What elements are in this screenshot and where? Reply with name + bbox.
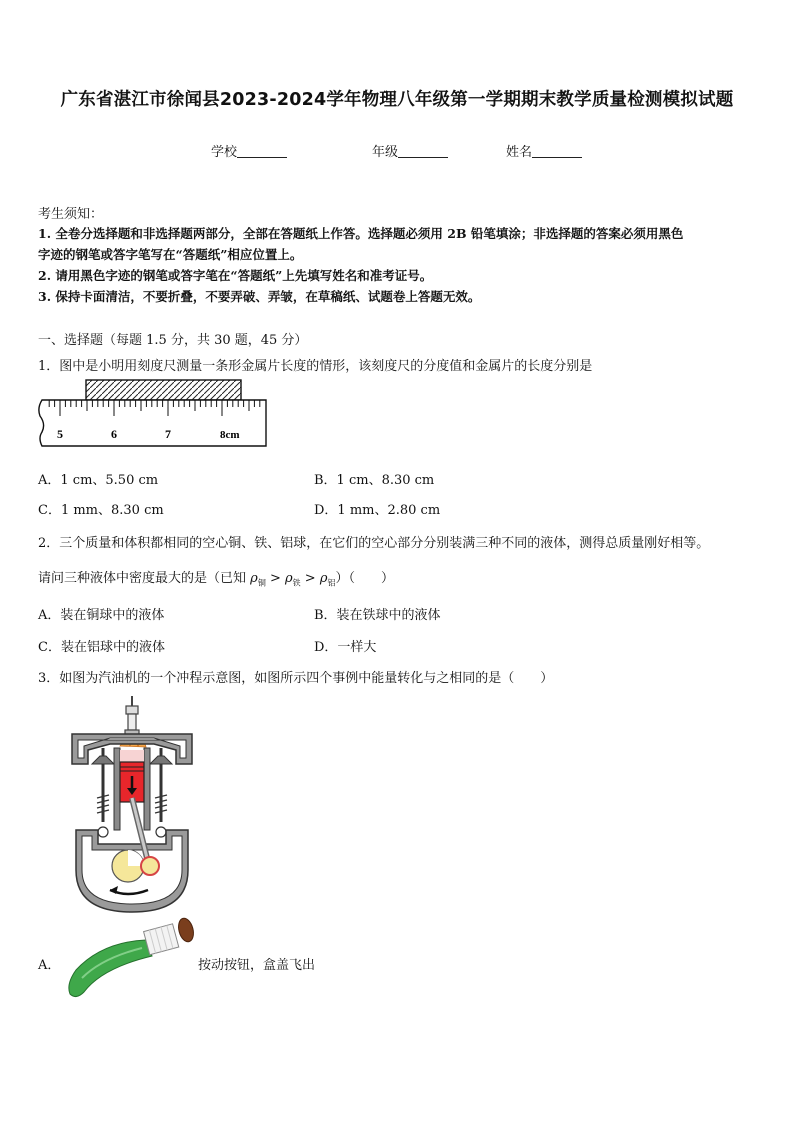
q3-option-a-text[interactable]: 按动按钮，盒盖飞出 xyxy=(198,958,316,973)
subscript-aluminum: 铝 xyxy=(327,578,336,588)
white-box xyxy=(144,924,179,955)
page-title: 广东省湛江市徐闻县2023-2024学年物理八年级第一学期期末教学质量检测模拟试题 xyxy=(60,90,734,110)
ruler-label-5: 5 xyxy=(57,427,63,441)
q2-option-a[interactable]: A．装在铜球中的液体 xyxy=(38,608,165,623)
q2-option-b[interactable]: B．装在铁球中的液体 xyxy=(314,608,441,623)
q2-option-d[interactable]: D．一样大 xyxy=(314,640,377,655)
metal-strip xyxy=(86,380,241,400)
box-lid xyxy=(176,917,196,944)
intake-valve xyxy=(92,748,114,837)
q1-option-d[interactable]: D．1 mm、2.80 cm xyxy=(314,503,441,518)
q1-option-a[interactable]: A．1 cm、5.50 cm xyxy=(38,473,159,488)
notice-item-3: 3. 保持卡面清洁，不要折叠，不要弄破、弄皱，在草稿纸、试题卷上答题无效。 xyxy=(38,289,481,304)
rho-symbol: ρ xyxy=(285,571,293,586)
name-blank[interactable] xyxy=(532,145,582,158)
notice-item-1-cont: 字迹的钢笔或答字笔写在“答题纸”相应位置上。 xyxy=(38,247,303,262)
grade-blank[interactable] xyxy=(398,145,448,158)
question-2-stem-2: 请问三种液体中密度最大的是（已知 $\rho_铜 > \rho_铁 > \rho_铝$）（ ） xyxy=(38,571,395,588)
rho-symbol: ρ xyxy=(250,571,258,586)
name-label: 姓名 xyxy=(506,145,533,160)
greater-than-sign: > xyxy=(269,571,281,586)
name-field xyxy=(506,141,582,160)
school-label: 学校 xyxy=(211,145,238,160)
school-blank[interactable] xyxy=(237,145,287,158)
ruler-label-6: 6 xyxy=(111,427,117,441)
q3-option-a-label[interactable]: A． xyxy=(38,958,61,973)
q1-option-b[interactable]: B．1 cm、8.30 cm xyxy=(314,473,435,488)
ruler-label-7: 7 xyxy=(165,427,171,441)
notice-item-1: 1. 全卷分选择题和非选择题两部分，全部在答题纸上作答。选择题必须用 2B 铅笔填涂；非选择题的答案必须用黑色 xyxy=(38,226,684,241)
spark-plug-icon xyxy=(125,696,139,736)
exhaust-valve xyxy=(150,748,172,837)
school-field xyxy=(211,141,287,160)
rho-symbol: ρ xyxy=(319,571,328,586)
grade-field xyxy=(372,141,448,160)
piston xyxy=(120,762,144,802)
subscript-copper: 铜 xyxy=(257,578,266,588)
question-1-stem: 1．图中是小明用刻度尺测量一条形金属片长度的情形，该刻度尺的分度值和金属片的长度分别是 xyxy=(38,359,593,374)
ruler-label-8cm: 8cm xyxy=(220,429,240,441)
ruler-figure xyxy=(36,376,270,448)
q1-option-c[interactable]: C．1 mm、8.30 cm xyxy=(38,503,164,518)
notice-heading: 考生须知： xyxy=(38,207,104,222)
question-2-stem: 2．三个质量和体积都相同的空心铜、铁、铝球，在它们的空心部分分别装满三种不同的液体，测得总质量刚好相等。 xyxy=(38,536,710,551)
notice-item-2: 2. 请用黑色字迹的钢笔或答字笔在“答题纸”上先填写姓名和准考证号。 xyxy=(38,268,433,283)
q2-option-c[interactable]: C．装在铝球中的液体 xyxy=(38,640,165,655)
subscript-iron: 铁 xyxy=(292,578,301,588)
section-heading: 一、选择题（每题 1.5 分，共 30 题，45 分） xyxy=(38,333,308,348)
question-3-stem: 3．如图为汽油机的一个冲程示意图，如图所示四个事例中能量转化与之相同的是（ ） xyxy=(38,671,554,686)
greater-than-sign: > xyxy=(304,571,316,586)
engine-stroke-diagram xyxy=(66,694,198,916)
button-box-image xyxy=(62,912,196,1002)
crank-pin xyxy=(141,857,159,875)
grade-label: 年级 xyxy=(372,145,399,160)
